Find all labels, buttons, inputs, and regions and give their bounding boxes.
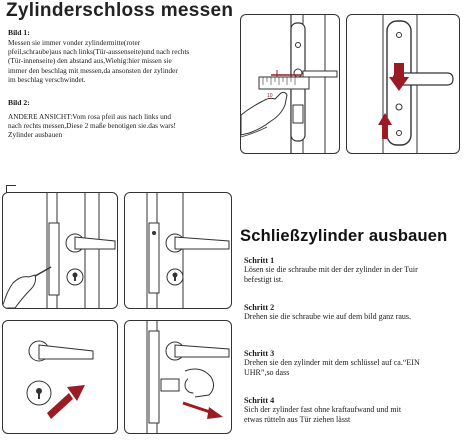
step4-panel [124,320,232,434]
step1-panel [2,192,118,309]
step-3 [244,349,464,379]
step-line: etwas rütteln aus Tür ziehen lässt [244,415,351,425]
step2-panel [124,192,232,309]
step-title: Schritt 3 [244,349,275,358]
bild2-line: nach rechts messen,Diese 2 maße benotigen sie.das wars! [8,121,176,131]
step-title: Schritt 1 [244,256,275,265]
bild1-text [8,38,236,84]
red-arrow-icon [394,63,404,77]
section-title: Schließzylinder ausbauen [240,227,448,245]
door-handle-icon [347,15,459,153]
red-arrow-icon [47,393,73,419]
step-title: Schritt 4 [244,396,275,405]
bild2-line: Zylinder ausbauen [8,130,63,140]
step-2 [244,303,464,322]
step-title: Schritt 2 [244,303,275,312]
key-icon [125,321,231,433]
step-line: UHR”,so dass [244,368,290,378]
red-arrow-icon [207,407,223,419]
hand-measuring-icon [241,15,339,153]
step-line: Drehen sie den zylinder mit dem schlüssel auf ca.“EIN [244,358,420,367]
step-4 [244,396,464,426]
bild1-label: Bild 1: [8,28,30,37]
bild1-line: pfeil,schraube)aus nach links(Tür-aussenseite)und nach rechts [8,47,190,57]
bild1-line: (Tür-innenseite) den abstand aus,Wiehig:hier missen sie [8,56,172,66]
measure-panel-1 [240,14,340,154]
page-title: Zylinderschloss messen [6,0,234,21]
bild2-line: ANDERE ANSICHT:Vom rosa pfeil aus nach links und [8,112,172,121]
measure-value: 10 [267,93,273,99]
bild2-text [8,112,236,140]
step-line: Lösen sie die schraube mit der der zylinder in der Tuir [244,265,418,274]
step-line: befestigt ist. [244,275,284,285]
measure-panel-2 [346,14,460,154]
corner-bracket-line [6,185,16,186]
step3-panel [2,320,118,434]
step-1 [244,256,464,286]
bild2-label: Bild 2: [8,98,30,107]
bild1-line: im beschlag verschwindet. [8,74,86,84]
screwdriver-icon [3,193,117,308]
door-handle-icon [125,193,231,308]
step-line: Sich der zylinder fast ohne kraftaufwand und mit [244,405,402,414]
bild1-line: immer den beschlag mit messen,da ansonsten der zylinder [8,65,178,75]
step-line: Drehen sie die schraube wie auf dem bild ganz raus. [244,312,412,321]
bild1-line: Messen sie immer vonder zylindermitte(roter [8,38,141,47]
door-handle-icon [3,321,117,433]
